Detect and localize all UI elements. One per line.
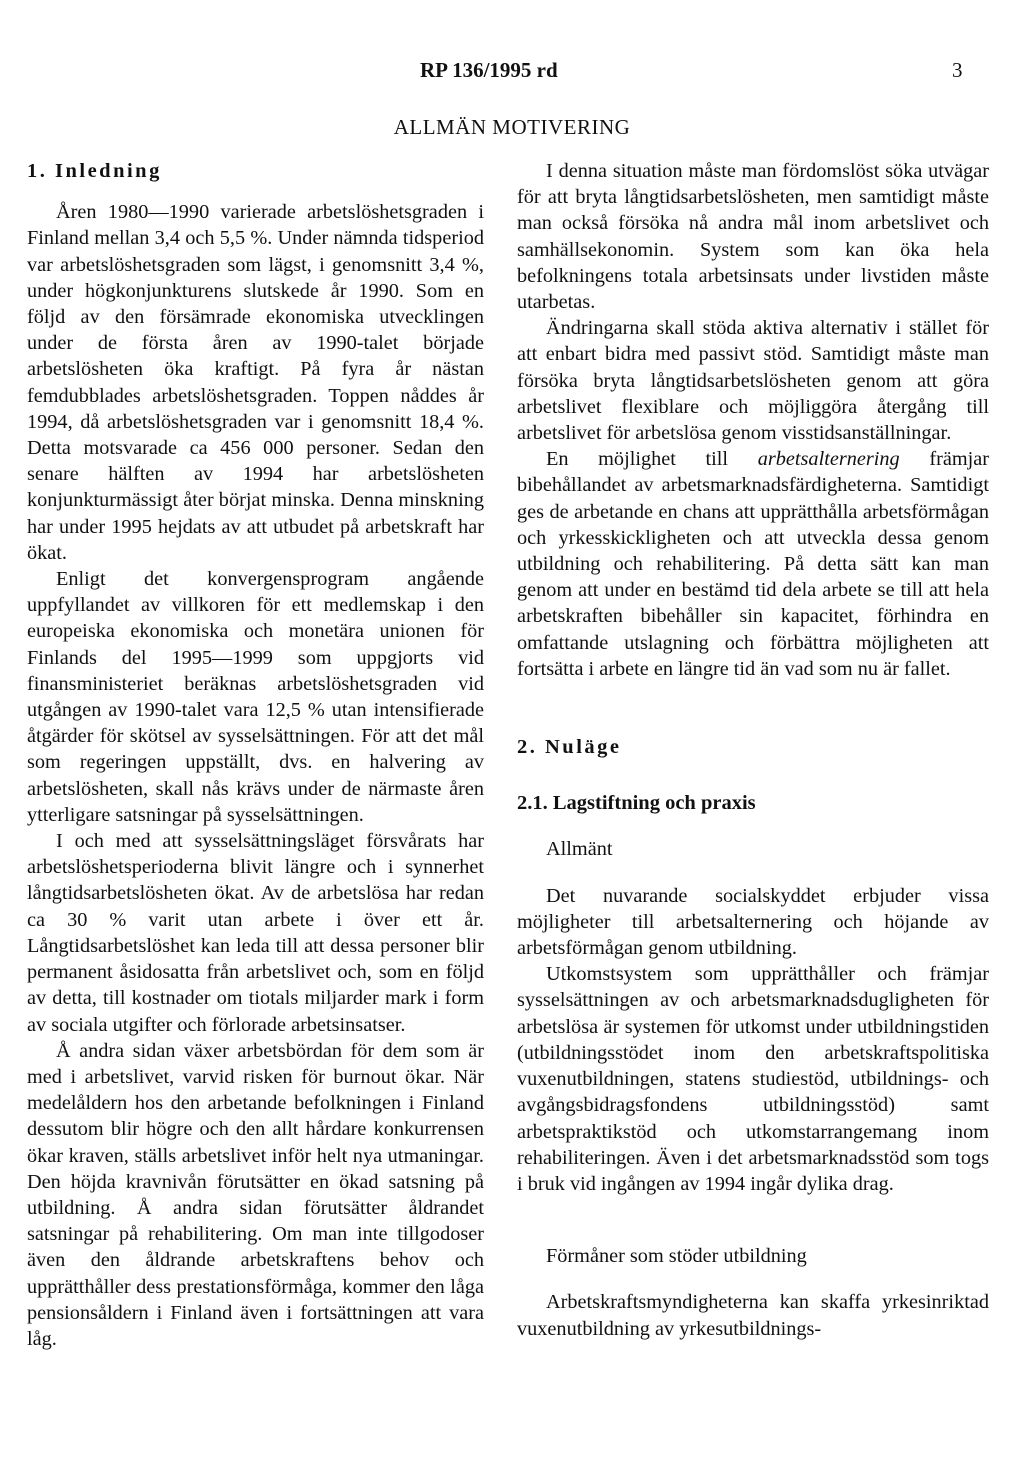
heading-nulage: 2. Nuläge <box>517 736 622 759</box>
page-number: 3 <box>952 58 963 82</box>
left-column <box>27 158 484 1352</box>
spacer <box>517 682 989 734</box>
spacer <box>517 760 989 790</box>
paragraph-arbetsalternering <box>517 446 989 682</box>
right-column <box>517 158 989 1342</box>
text-segment: främjar bibehållandet av arbetsmarknadsfärdigheterna. Samtidigt ges de arbetande en chans att upprätthålla arbetsförmågan och yrkesskickligheten och att utveckla dessa genom utbildning och rehabilitering. På detta sätt kan man genom att under en bestämd tid dela arbete se till att hela arbetskraften bibehåller sin kapacitet, förhindra en omfattande utslagning och förbättra möjligheten att fortsätta i arbete en längre tid än vad som nu är fallet. <box>517 448 989 680</box>
caption-formaner: Förmåner som stöder utbildning <box>546 1245 807 1268</box>
paragraph: Åren 1980—1990 varierade arbetslöshetsgraden i Finland mellan 3,4 och 5,5 %. Under nämnda tidsperiod var arbetslöshetsgraden som lägst, i genomsnitt 3,4 %, under högkonjunkturens slutskede år 1990. Som en följd av den försämrade ekonomiska utvecklingen under de första åren av 1990-talet började arbetslösheten öka kraftigt. På fyra år nästan femdubblades arbetslöshetsgraden. Toppen nåddes år 1994, då arbetslöshetsgraden var i genomsnitt 18,4 %. Detta motsvarade ca 456 000 personer. Sedan den senare hälften av 1994 har arbetslösheten konjunkturmässigt åter börjat minska. Denna minskning har under 1995 hejdats av att utbudet på arbetskraft har ökat. <box>27 201 484 564</box>
paragraph: Arbetskraftsmyndigheterna kan skaffa yrkesinriktad vuxenutbildning av yrkesutbildnings- <box>517 1291 989 1340</box>
spacer <box>517 1197 989 1243</box>
emphasis-term: arbetsalternering <box>757 448 900 471</box>
paragraph: Utkomstsystem som upprätthåller och främjar sysselsättningen av och arbetsmarknadsdugligheten för arbetslösa är systemen för utkomst under utbildningstiden (utbildningsstödet inom den arbetskraftspolitiska vuxenutbildningen, statens studiestöd, utbildnings- och avgångsbidragsfondens utbildningsstöd) samt arbetspraktikstöd och utkomstarrangemang inom rehabiliteringen. Även i det arbetsmarknadsstöd som togs i bruk vid ingången av 1994 ingår dylika drag. <box>517 963 989 1195</box>
paragraph: I denna situation måste man fördomslöst söka utvägar för att bryta långtidsarbetslösheten, men samtidigt måste man också försöka nå andra mål inom arbetslivet och samhällsekonomin. System som kan öka hela befolkningens totala arbetsinsats under livstiden måste utarbetas. <box>517 160 989 314</box>
spacer <box>27 184 484 199</box>
spacer <box>517 1269 989 1289</box>
spacer <box>517 816 989 836</box>
paragraph: I och med att sysselsättningsläget försvårats har arbetslöshetsperioderna blivit längre och i synnerhet långtidsarbetslösheten ökat. Av de arbetslösa har redan ca 30 % varit utan arbete i över ett år. Långtidsarbetslöshet kan leda till att dessa personer blir permanent åsidosatta från arbetslivet och, som en följd av detta, till kostnader om tiotals miljarder mark i form av sociala utgifter och förlorade arbetsinsatser. <box>27 830 484 1036</box>
paragraph: Enligt det konvergensprogram angående uppfyllandet av villkoren för ett medlemskap i den europeiska ekonomiska och monetära unionen för Finlands del 1995—1999 som uppgjorts vid finansministeriet beräknas arbetslöshetsgraden vid utgången av 1990-talet vara 12,5 % utan intensifierade åtgärder för skötsel av sysselsättningen. För att det mål som regeringen uppställt, dvs. en halvering av arbetslösheten, skall nås krävs under de närmaste åren ytterligare satsningar på sysselsättningen. <box>27 568 484 826</box>
paragraph: Det nuvarande socialskyddet erbjuder vissa möjligheter till arbetsalternering och höjande av arbetsförmågan genom utbildning. <box>517 884 989 960</box>
page-header <box>0 58 1024 88</box>
paragraph: Ändringarna skall stöda aktiva alternativ i stället för att enbart bidra med passivt stöd. Samtidigt måste man försöka bryta långtidsarbetslösheten genom att göra arbetslivet flexiblare och möjliggöra återgång till arbetslivet för arbetslösa genom visstidsanställningar. <box>517 317 989 445</box>
paragraph: Å andra sidan växer arbetsbördan för dem som är med i arbetslivet, varvid risken för burnout ökar. När medelåldern hos den arbetande befolkningen i Finland dessutom blir högre och den allt hårdare konkurrensen ökar kraven, ställs arbetslivet inför helt nya utmaningar. Den höjda kravnivån förutsätter en ökad satsning på utbildning. Å andra sidan förutsätter åldrandet satsningar på rehabilitering. Om man inte tillgodoser även den åldrande arbetskraftens behov och upprätthåller dess prestationsförmåga, kommer den låga pensionsåldern i Finland även i fortsättningen att vara låg. <box>27 1039 484 1350</box>
heading-lagstiftning: 2.1. Lagstiftning och praxis <box>517 792 756 815</box>
section-title: ALLMÄN MOTIVERING <box>393 115 631 139</box>
heading-inledning: 1. Inledning <box>27 160 162 182</box>
spacer <box>517 863 989 883</box>
document-id: RP 136/1995 rd <box>420 58 558 82</box>
text-segment: En möjlighet till <box>546 448 758 471</box>
caption-allmant: Allmänt <box>546 838 613 861</box>
